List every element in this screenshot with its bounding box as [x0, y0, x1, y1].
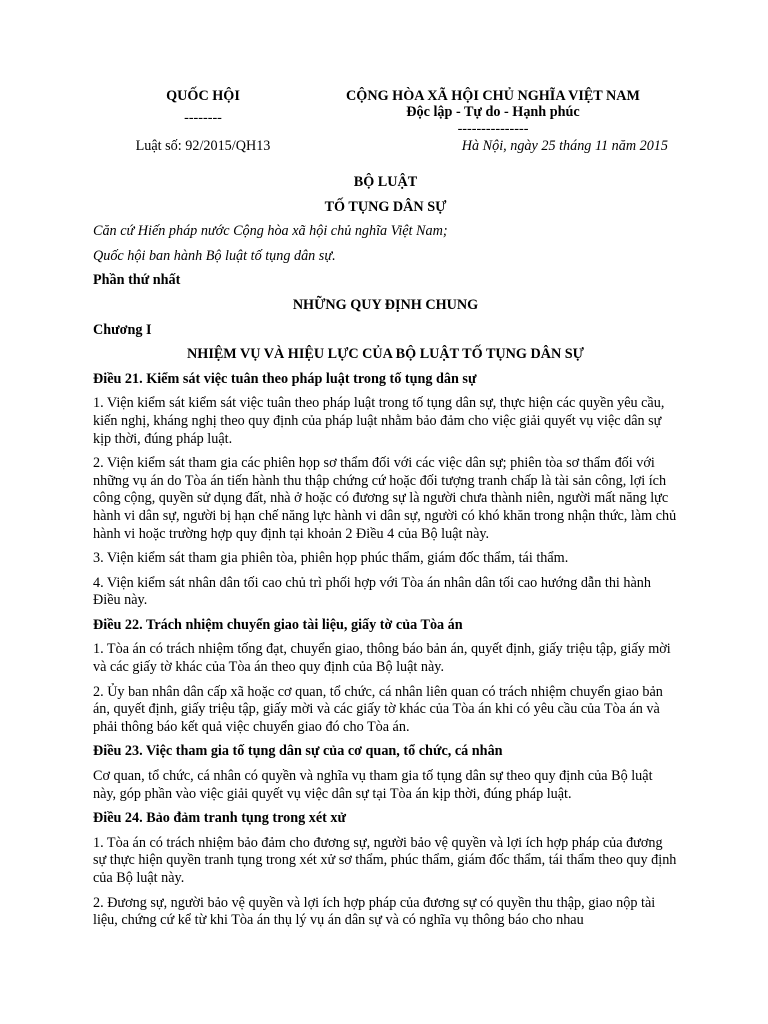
article-title: Điều 21. Kiểm sát việc tuân theo pháp luật trong tố tụng dân sự [93, 370, 477, 387]
article-title: Điều 24. Bảo đảm tranh tụng trong xét xử [93, 810, 346, 827]
article-paragraph: 1. Viện kiểm sát kiểm sát việc tuân theo pháp luật trong tố tụng dân sự, thực hiện các quyền yêu cầu, kiến nghị, kháng nghị theo quy định của pháp luật nhằm bảo đảm cho việc giải quyết vụ việc dân sự kịp thời, đúng pháp luật. [93, 395, 665, 447]
article-24 [93, 810, 678, 930]
law-number: Luật số: 92/2015/QH13 [135, 138, 271, 154]
document-title-line-1: BỘ LUẬT [353, 174, 418, 190]
document-title-line-2: TỐ TỤNG DÂN SỰ [324, 198, 447, 215]
national-motto: Độc lập - Tự do - Hạnh phúc [406, 104, 580, 120]
motto-separator: --------------- [457, 121, 529, 137]
article-paragraph: 1. Tòa án có trách nhiệm bảo đảm cho đương sự, người bảo vệ quyền và lợi ích hợp pháp của đương sự thực hiện quyền tranh tụng trong xét xử sơ thẩm, phúc thẩm, giám đốc thẩm, tái thẩm theo quy định của Bộ luật này. [93, 834, 677, 886]
chapter-heading: Chương I [93, 321, 152, 338]
place-and-date: Hà Nội, ngày 25 tháng 11 năm 2015 [461, 138, 668, 154]
issuer-name: QUỐC HỘI [166, 88, 240, 104]
issuer-separator: -------- [184, 110, 222, 126]
article-title: Điều 23. Việc tham gia tố tụng dân sự của cơ quan, tổ chức, cá nhân [93, 743, 503, 760]
article-paragraph: 3. Viện kiểm sát tham gia phiên tòa, phiên họp phúc thẩm, giám đốc thẩm, tái thẩm. [93, 550, 569, 567]
part-heading: Phần thứ nhất [93, 272, 181, 289]
article-paragraph: 1. Tòa án có trách nhiệm tống đạt, chuyển giao, thông báo bản án, quyết định, giấy triệu tập, giấy mời và các giấy tờ khác của Tòa án theo quy định của Bộ luật này. [93, 641, 671, 676]
preamble-line-1: Căn cứ Hiến pháp nước Cộng hòa xã hội chủ nghĩa Việt Nam; [93, 223, 448, 240]
article-paragraph: 4. Viện kiểm sát nhân dân tối cao chủ trì phối hợp với Tòa án nhân dân tối cao hướng dẫn thi hành Điều này. [93, 574, 651, 609]
article-22 [93, 617, 678, 737]
article-paragraph: 2. Ủy ban nhân dân cấp xã hoặc cơ quan, tổ chức, cá nhân liên quan có trách nhiệm chuyển giao bản án, quyết định, giấy triệu tập, giấy mời và các giấy tờ khác của Tòa án khi có yêu cầu của Tòa án và phải thông báo kết quả việc chuyển giao đó cho Tòa án. [93, 683, 663, 735]
country-name: CỘNG HÒA XÃ HỘI CHỦ NGHĨA VIỆT NAM [346, 88, 640, 104]
document-body [93, 174, 678, 937]
article-23 [93, 743, 678, 803]
preamble-line-2: Quốc hội ban hành Bộ luật tố tụng dân sự. [93, 247, 336, 264]
article-paragraph: Cơ quan, tổ chức, cá nhân có quyền và nghĩa vụ tham gia tố tụng dân sự theo quy định của Bộ luật này, góp phần vào việc giải quyết vụ việc dân sự tại Tòa án kịp thời, đúng pháp luật. [93, 768, 653, 802]
part-title: NHỮNG QUY ĐỊNH CHUNG [292, 296, 479, 313]
article-title: Điều 22. Trách nhiệm chuyển giao tài liệu, giấy tờ của Tòa án [93, 616, 463, 633]
article-21 [93, 371, 678, 610]
article-paragraph: 2. Viện kiểm sát tham gia các phiên họp sơ thẩm đối với các việc dân sự; phiên tòa sơ thẩm đối với những vụ án do Tòa án tiến hành thu thập chứng cứ hoặc đối tượng tranh chấp là tài sản công, lợi ích công cộng, quyền sử dụng đất, nhà ở hoặc có đương sự là người chưa thành niên, người mất năng lực hành vi dân sự, người bị hạn chế năng lực hành vi dân sự, người có khó khăn trong nhận thức, làm chủ hành vi hoặc trường hợp quy định tại khoản 2 Điều 4 của Bộ luật này. [93, 455, 677, 542]
chapter-title: NHIỆM VỤ VÀ HIỆU LỰC CỦA BỘ LUẬT TỐ TỤNG DÂN SỰ [187, 346, 584, 363]
article-paragraph: 2. Đương sự, người bảo vệ quyền và lợi ích hợp pháp của đương sự có quyền thu thập, giao nộp tài liệu, chứng cứ kể từ khi Tòa án thụ lý vụ án dân sự và có nghĩa vụ thông báo cho nhau [93, 894, 656, 929]
